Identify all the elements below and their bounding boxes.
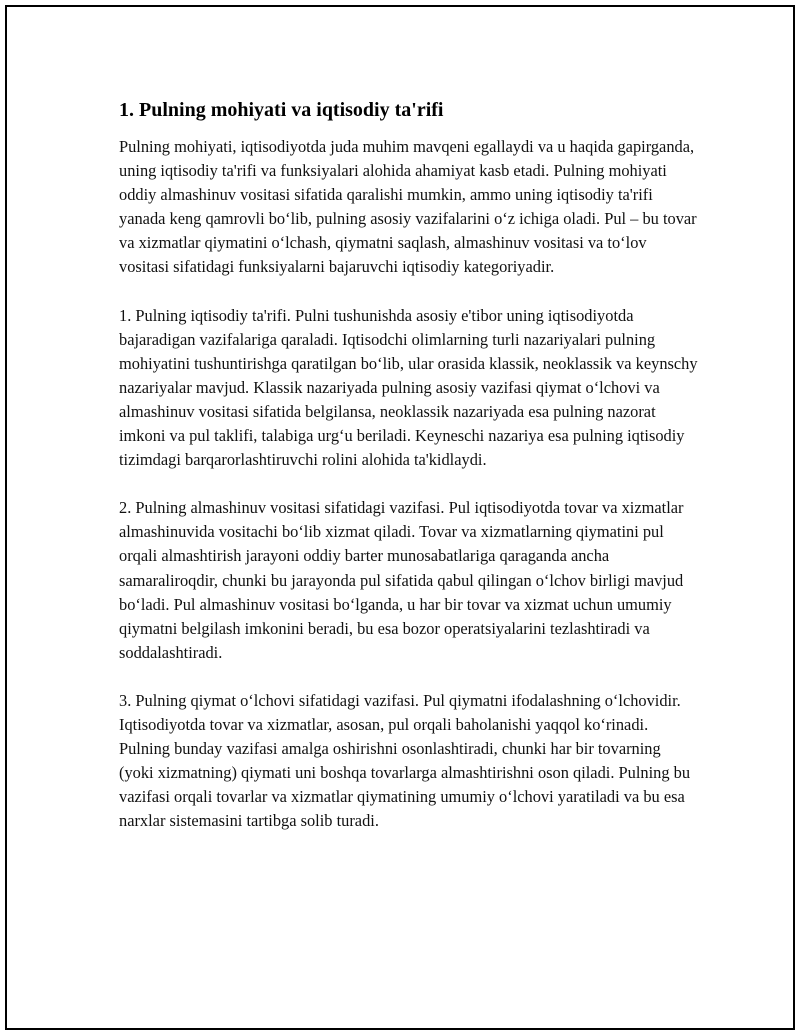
value-measure-paragraph: 3. Pulning qiymat o‘lchovi sifatidagi vazifasi. Pul qiymatni ifodalashning o‘lchovidir. Iqtisodiyotda tovar va xizmatlar, asosan, pul orqali baholanishi yaqqol ko‘rinadi. Pulning bunday vazifasi amalga oshirishni osonlashtiradi, chunki har bir tovarning (yoki xizmatning) qiymati uni boshqa tovarlarga almashtirishni oson qiladi. Pulning bu vazifasi orqali tovarlar va xizmatlar qiymatining umumiy o‘lchovi yaratiladi va bu esa narxlar sistemasini tartibga solib turadi. [119,690,691,831]
section-heading: 1. Pulning mohiyati va iqtisodiy ta'rifi [119,99,444,121]
page-frame [5,5,795,1030]
economic-definition-paragraph: 1. Pulning iqtisodiy ta'rifi. Pulni tushunishda asosiy e'tibor uning iqtisodiyotda bajaradigan vazifalariga qaraladi. Iqtisodchi olimlarning turli nazariyalari pulning mohiyatini tushuntirishga qaratilgan bo‘lib, ular orasida klassik, neoklassik va keynschy nazariyalar mavjud. Klassik nazariyada pulning asosiy vazifasi qiymat o‘lchovi va almashinuv vositasi sifatida belgilansa, neoklassik nazariyada esa pulning nazorat imkoni va pul taklifi, talabiga urg‘u beriladi. Keyneschi nazariya esa pulning iqtisodiy tizimdagi barqarorlashtiruvchi rolini alohida ta'kidlaydi. [119,305,698,470]
exchange-function-paragraph: 2. Pulning almashinuv vositasi sifatidagi vazifasi. Pul iqtisodiyotda tovar va xizmatlar almashinuvida vositachi bo‘lib xizmat qiladi. Tovar va xizmatlarning qiymatini pul orqali almashtirish jarayoni oddiy barter munosabatlariga qaraganda ancha samaraliroqdir, chunki bu jarayonda pul sifatida qabul qilingan o‘lchov birligi mavjud bo‘ladi. Pul almashinuv vositasi bo‘lganda, u har bir tovar va xizmat uchun umumiy qiymatni belgilash imkonini beradi, bu esa bozor operatsiyalarini tezlashtiradi va soddalashtiradi. [119,498,684,662]
intro-paragraph: Pulning mohiyati, iqtisodiyotda juda muhim mavqeni egallaydi va u haqida gapirganda, uning iqtisodiy ta'rifi va funksiyalari alohida ahamiyat kasb etadi. Pulning mohiyati oddiy almashinuv vositasi sifatida qaralishi mumkin, ammo uning iqtisodiy ta'rifi yanada keng qamrovli bo‘lib, pulning asosiy vazifalarini o‘z ichiga oladi. Pul – bu tovar va xizmatlar qiymatini o‘lchash, qiymatni saqlash, almashinuv vositasi va to‘lov vositasi sifatidagi funksiyalarni bajaruvchi iqtisodiy kategoriyadir. [119,137,697,277]
document-body [119,97,699,857]
